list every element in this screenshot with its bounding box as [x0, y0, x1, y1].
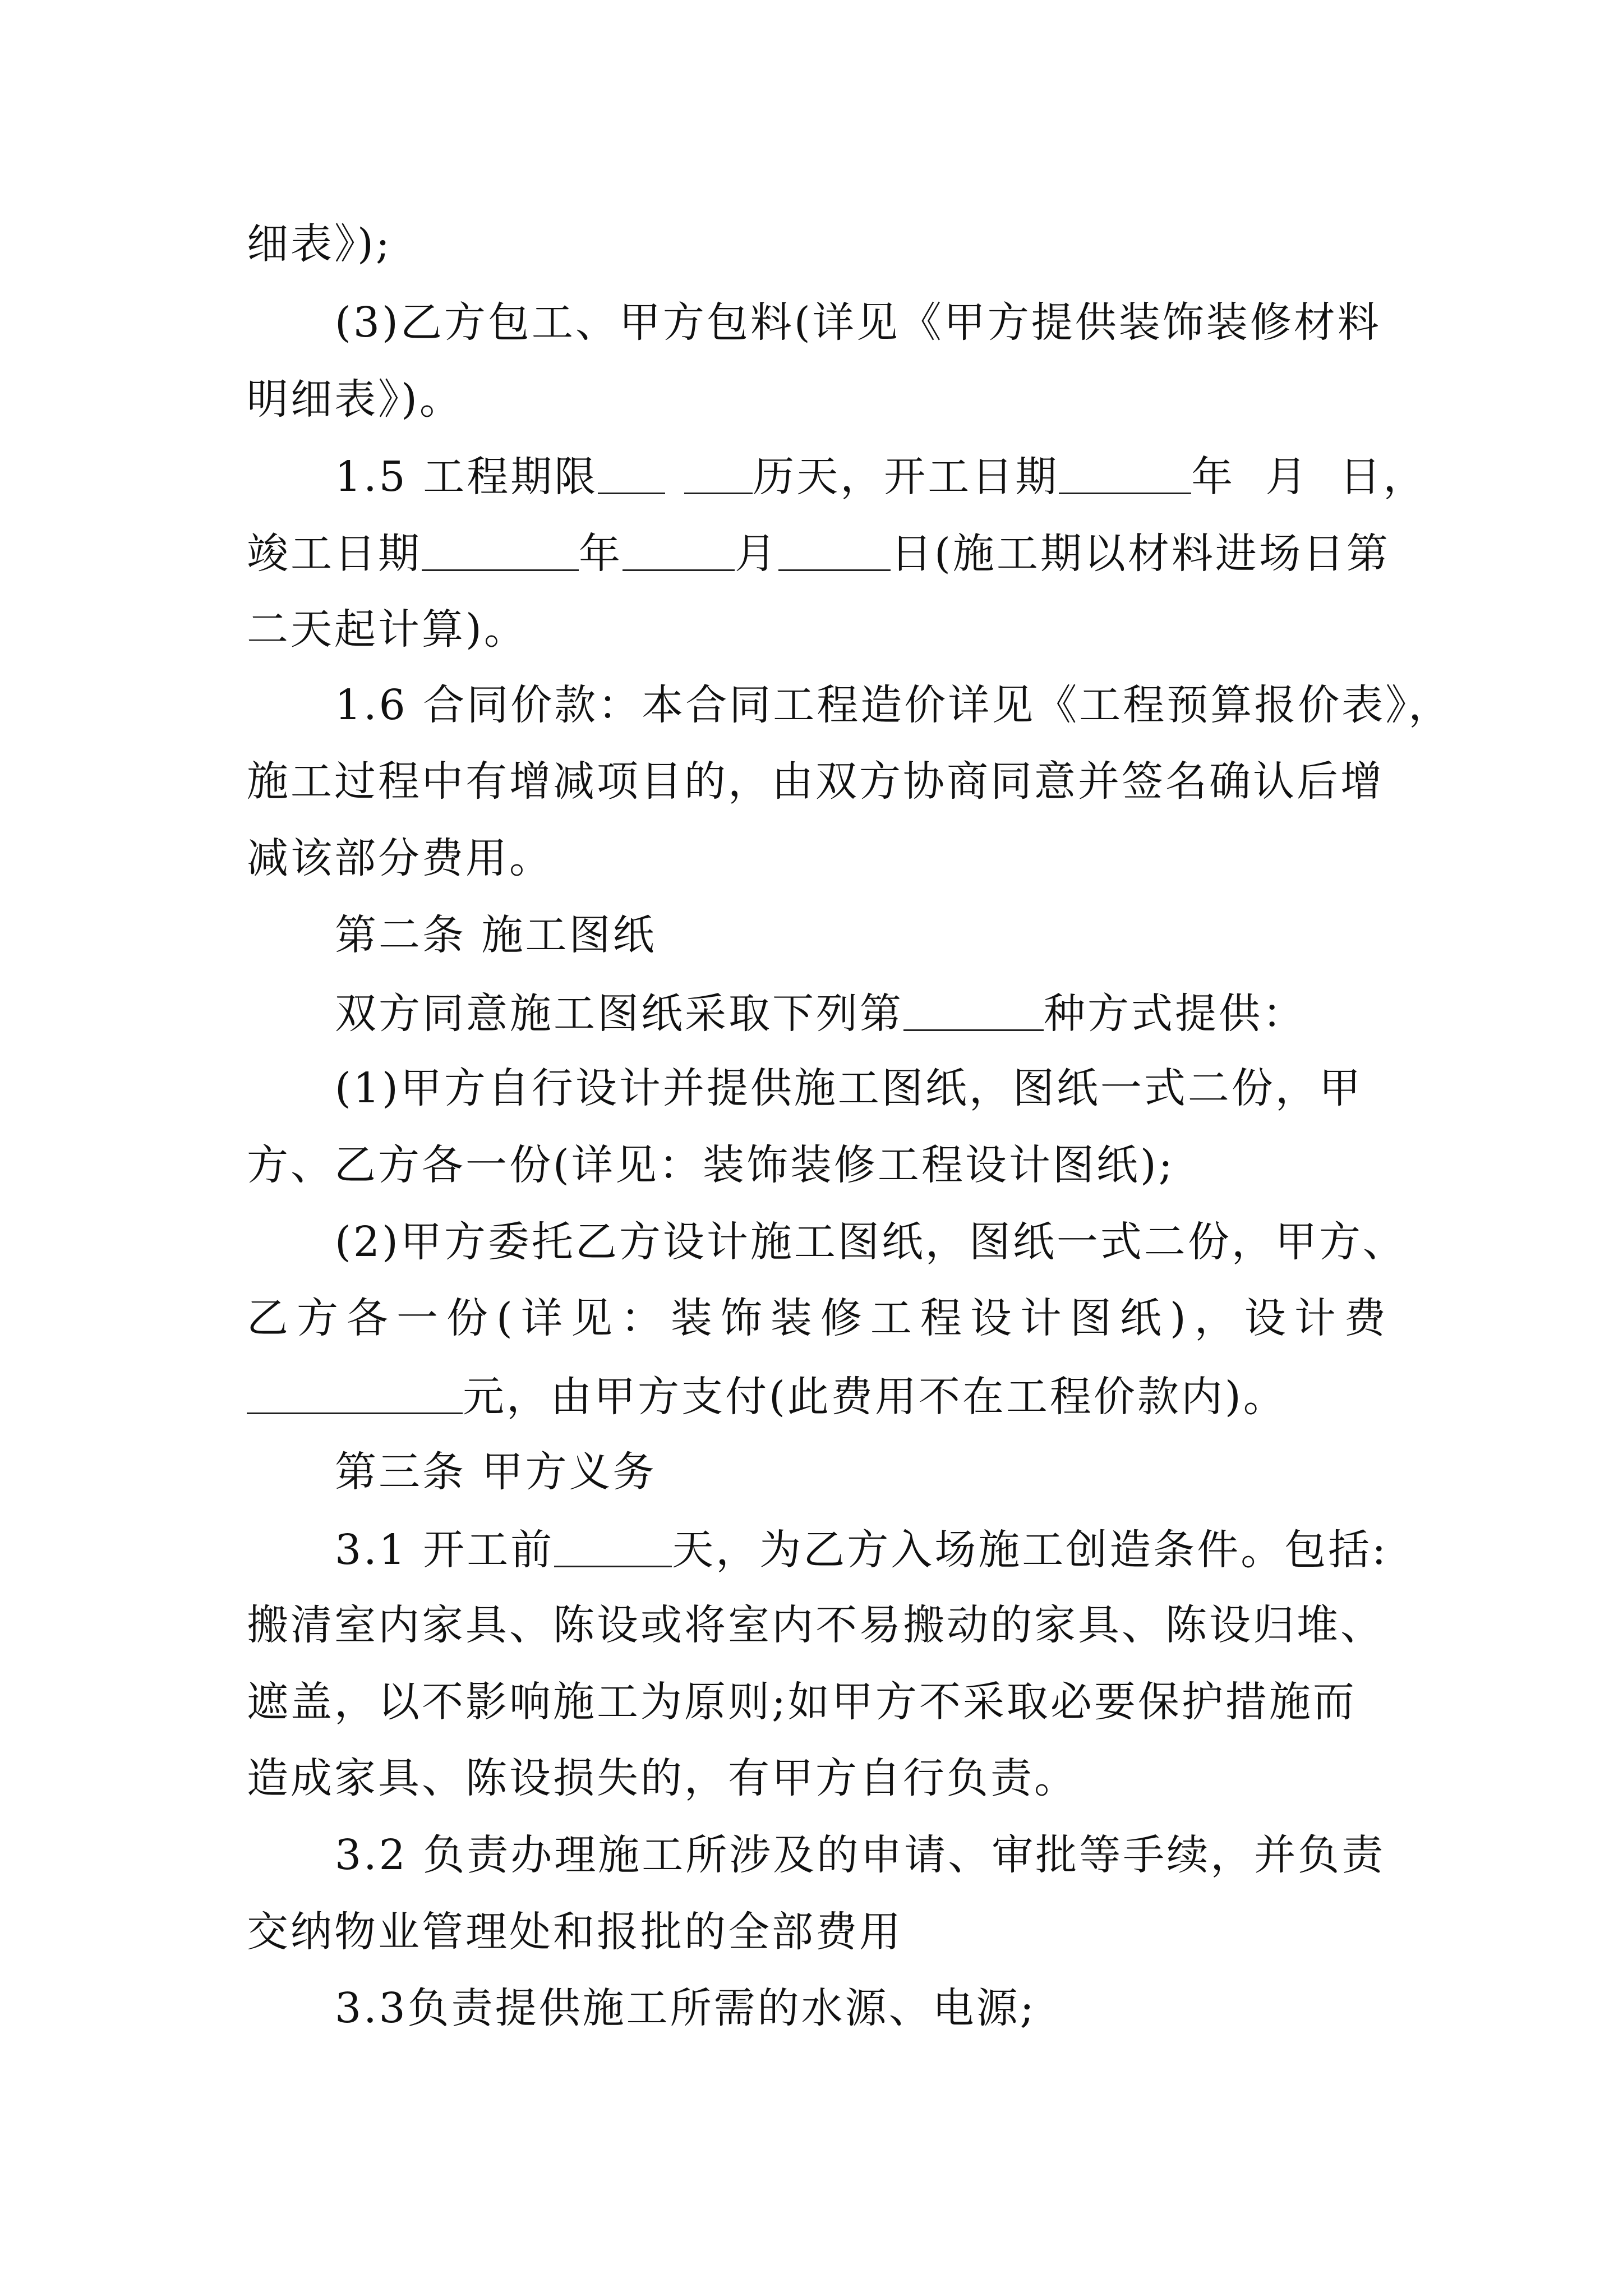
paragraph-line: 明细表》)。 — [247, 375, 463, 424]
paragraph-line: 细表》); — [247, 220, 392, 268]
paragraph-line: 施工过程中有增减项目的，由双方协商同意并签名确认后增 — [247, 757, 1384, 806]
blank-field — [623, 535, 735, 571]
paragraph-line: 双方同意施工图纸采取下列第 种方式提供： — [335, 990, 1306, 1038]
clause-item-3: (3)乙方包工、甲方包料(详见《甲方提供装饰装修材料 — [335, 298, 1381, 347]
paragraph-line: 交纳物业管理处和报批的全部费用 — [247, 1908, 903, 1956]
blank-field — [684, 458, 753, 494]
paragraph-line: 竣工日期 年 月 日(施工期以材料进场日第 — [247, 530, 1390, 578]
clause-3-1: 3.1 开工前 天，为乙方入场施工创造条件。包括: — [335, 1526, 1389, 1574]
blank-field — [903, 995, 1044, 1031]
paragraph-line: 减该部分费用。 — [247, 834, 553, 882]
blank-field — [247, 1378, 463, 1414]
paragraph-line: 方、乙方各一份(详见：装饰装修工程设计图纸); — [247, 1141, 1175, 1189]
article-2-heading: 第二条 施工图纸 — [335, 911, 657, 959]
paragraph-line: 造成家具、陈设损失的，有甲方自行负责。 — [247, 1754, 1078, 1802]
clause-item-1: (1)甲方自行设计并提供施工图纸，图纸一式二份，甲 — [335, 1064, 1363, 1112]
paragraph-line: 搬清室内家具、陈设或将室内不易搬动的家具、陈设归堆、 — [247, 1601, 1384, 1649]
article-3-heading: 第三条 甲方义务 — [335, 1448, 657, 1496]
paragraph-line: 乙方各一份(详见：装饰装修工程设计图纸)，设计费 — [247, 1294, 1394, 1342]
clause-1-5: 1.5 工程期限 历天，开工日期 年 月 日， — [335, 453, 1427, 501]
paragraph-line: 遮盖，以不影响施工为原则;如甲方不采取必要保护措施而 — [247, 1678, 1357, 1726]
clause-1-6: 1.6 合同价款：本合同工程造价详见《工程预算报价表》， — [335, 681, 1453, 729]
clause-3-3: 3.3负责提供施工所需的水源、电源; — [335, 1984, 1036, 2032]
blank-field — [422, 535, 579, 571]
blank-field — [598, 458, 665, 494]
paragraph-line: 二天起计算)。 — [247, 605, 528, 654]
blank-field — [778, 535, 891, 571]
clause-3-2: 3.2 负责办理施工所涉及的申请、审批等手续，并负责 — [335, 1831, 1386, 1879]
clause-item-2: (2)甲方委托乙方设计施工图纸，图纸一式二份，甲方、 — [335, 1218, 1407, 1266]
blank-field — [554, 1531, 672, 1567]
blank-field — [1059, 458, 1191, 494]
paragraph-line: 元，由甲方支付(此费用不在工程价款内)。 — [247, 1374, 1287, 1418]
